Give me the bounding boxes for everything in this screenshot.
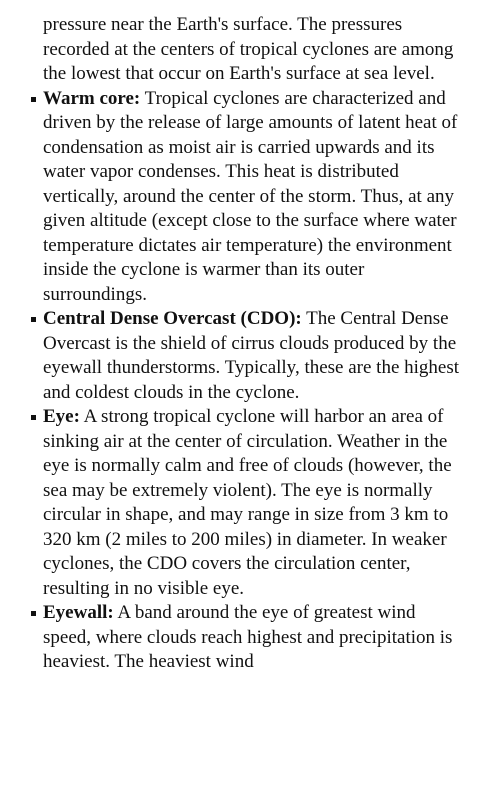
term-warm-core: Warm core: — [43, 87, 141, 109]
definition-eye: A strong tropical cyclone will harbor an area of sinking air at the center of circulation. Weather in the eye is normally calm and free of clouds (however, the sea may be extremely violent). The eye is normally circular in shape, and may range in size from 3 km to 320 km (2 miles to 200 miles) in diameter. In weaker cyclones, the CDO covers the circulation center, resulting in no visible eye. — [43, 406, 452, 599]
article-body — [43, 13, 463, 675]
list-item-warm-core — [43, 87, 463, 308]
term-cdo: Central Dense Overcast (CDO): — [43, 308, 302, 329]
square-bullet-icon — [31, 611, 36, 616]
definition-eyewall: A band around the eye of greatest wind speed, where clouds reach highest and precipitation is heaviest. The heaviest wind — [43, 602, 453, 672]
intro-paragraph-continuation: pressure near the Earth's surface. The pressures recorded at the centers of tropical cyclones are among the lowest that occur on Earth's surface at sea level. — [43, 14, 454, 84]
square-bullet-icon — [31, 317, 36, 322]
term-eye: Eye: — [43, 406, 80, 427]
features-list — [43, 87, 463, 675]
definition-warm-core: Tropical cyclones are characterized and driven by the release of large amounts of latent heat of condensation as moist air is carried upwards and its water vapor condenses. This heat is distributed vertically, around the center of the storm. Thus, at any given altitude (except close to the surface where water temperature dictates air temperature) the environment inside the cyclone is warmer than its outer surroundings. — [43, 87, 458, 305]
list-item-eyewall — [43, 601, 463, 675]
list-item-eye — [43, 405, 463, 601]
square-bullet-icon — [31, 415, 36, 420]
definition-cdo: The Central Dense Overcast is the shield of cirrus clouds produced by the eyewall thunderstorms. Typically, these are the highest and coldest clouds in the cyclone. — [43, 308, 460, 403]
term-eyewall: Eyewall: — [43, 602, 114, 623]
square-bullet-icon — [31, 97, 36, 102]
list-item-cdo — [43, 307, 463, 405]
